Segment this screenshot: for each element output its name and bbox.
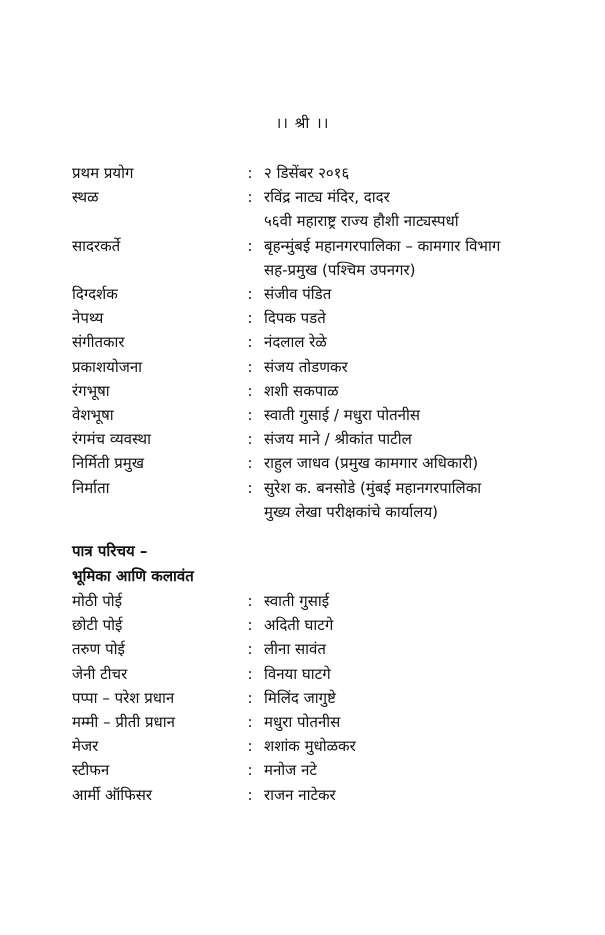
- separator-colon: :: [247, 285, 253, 304]
- credit-value-line: सुरेश क. बनसोडे (मुंबई महानगरपालिका: [264, 478, 482, 497]
- cast-row: [72, 758, 572, 782]
- credit-row: [72, 185, 572, 233]
- credit-label: प्रकाशयोजना: [72, 357, 143, 376]
- cast-actor: स्वाती गुसाई: [264, 592, 330, 610]
- credit-value: [264, 476, 572, 524]
- credit-label: वेशभूषा: [72, 406, 114, 425]
- cast-role: तरुण पोई: [72, 640, 125, 659]
- cast-role: जेनी टीचर: [72, 664, 128, 683]
- credit-label: दिग्दर्शक: [72, 285, 118, 304]
- credit-row: [72, 379, 572, 403]
- cast-section: [72, 539, 572, 807]
- cast-role: स्टीफन: [72, 761, 110, 780]
- separator-colon: :: [247, 761, 253, 780]
- cast-role: मम्मी – प्रीती प्रधान: [72, 713, 175, 732]
- credit-value: [264, 451, 572, 475]
- separator-colon: :: [247, 713, 253, 732]
- credit-value: [264, 282, 572, 306]
- credit-row: [72, 306, 572, 330]
- credit-value: [264, 234, 572, 282]
- credit-row: [72, 476, 572, 524]
- separator-colon: :: [247, 236, 253, 255]
- cast-actor: विनया घाटगे: [264, 664, 331, 683]
- separator-colon: :: [247, 737, 253, 756]
- cast-actor: मधुरा पोतनीस: [264, 713, 341, 732]
- credit-value-line: संजीव पंडित: [264, 285, 332, 304]
- separator-colon: :: [247, 454, 253, 473]
- cast-actor: लीना सावंत: [264, 640, 326, 659]
- credits-section: [72, 161, 572, 524]
- cast-heading: पात्र परिचय –: [72, 542, 148, 560]
- credit-value: [264, 403, 572, 427]
- credit-value: [264, 306, 572, 330]
- credit-value-line: राहुल जाधव (प्रमुख कामगार अधिकारी): [264, 454, 479, 473]
- credit-value-line: २ डिसेंबर २०१६: [264, 164, 350, 182]
- credit-value: [264, 330, 572, 354]
- separator-colon: :: [247, 164, 253, 182]
- separator-colon: :: [247, 188, 253, 207]
- credit-value-line: स्वाती गुसाई / मधुरा पोतनीस: [264, 406, 420, 425]
- credit-value: [264, 185, 572, 233]
- cast-row: [72, 783, 572, 807]
- credit-label: नेपथ्य: [72, 309, 104, 328]
- separator-colon: :: [247, 785, 253, 804]
- page-heading: ।। श्री ।।: [275, 114, 330, 132]
- cast-row: [72, 734, 572, 758]
- credit-value: [264, 379, 572, 403]
- cast-actor: अदिती घाटगे: [264, 616, 334, 635]
- separator-colon: :: [247, 406, 253, 425]
- cast-role: मोठी पोई: [72, 592, 122, 610]
- cast-row: [72, 613, 572, 637]
- separator-colon: :: [247, 333, 253, 352]
- credit-row: [72, 282, 572, 306]
- credit-value-line: बृहन्मुंबई महानगरपालिका – कामगार विभाग: [264, 236, 501, 255]
- credit-row: [72, 403, 572, 427]
- credit-label: निर्माता: [72, 478, 110, 497]
- credit-label: स्थळ: [72, 188, 99, 207]
- cast-list: [72, 589, 572, 807]
- cast-actor: मिलिंद जागुष्टे: [264, 688, 336, 707]
- credit-label: सादरकर्ते: [72, 236, 121, 255]
- credit-value-line: मुख्य लेखा परीक्षकांचे कार्यालय): [264, 502, 439, 521]
- credit-value: [264, 355, 572, 379]
- credit-row: [72, 427, 572, 451]
- credit-value-line: सह-प्रमुख (पश्चिम उपनगर): [264, 260, 416, 279]
- credit-value-line: दिपक पडते: [264, 309, 326, 328]
- cast-row: [72, 589, 572, 613]
- cast-role: पप्पा – परेश प्रधान: [72, 688, 175, 707]
- separator-colon: :: [247, 592, 253, 610]
- credit-label: रंगभूषा: [72, 381, 110, 400]
- separator-colon: :: [247, 664, 253, 683]
- credit-label: प्रथम प्रयोग: [72, 164, 134, 182]
- credit-value-line: नंदलाल रेळे: [264, 333, 327, 352]
- cast-actor: राजन नाटेकर: [264, 785, 336, 804]
- cast-actor: शशांक मुधोळकर: [264, 737, 356, 756]
- separator-colon: :: [247, 616, 253, 635]
- separator-colon: :: [247, 640, 253, 659]
- cast-row: [72, 710, 572, 734]
- credit-row: [72, 234, 572, 282]
- credit-value-line: शशी सकपाळ: [264, 381, 339, 400]
- cast-row: [72, 637, 572, 661]
- credit-value: [264, 161, 572, 185]
- credit-row: [72, 355, 572, 379]
- credit-value-line: संजय तोडणकर: [264, 357, 348, 376]
- separator-colon: :: [247, 430, 253, 449]
- credit-value-line: रविंद्र नाट्य मंदिर, दादर: [264, 188, 390, 207]
- separator-colon: :: [247, 309, 253, 328]
- credit-row: [72, 330, 572, 354]
- credit-value-line: ५६वी महाराष्ट्र राज्य हौशी नाट्यस्पर्धा: [264, 212, 459, 231]
- credit-value: [264, 427, 572, 451]
- cast-actor: मनोज नटे: [264, 761, 317, 780]
- cast-role: आर्मी ऑफिसर: [72, 785, 153, 804]
- cast-role: छोटी पोई: [72, 616, 123, 635]
- credit-value-line: संजय माने / श्रीकांत पाटील: [264, 430, 412, 449]
- credit-label: संगीतकार: [72, 333, 125, 352]
- credit-label: निर्मिती प्रमुख: [72, 454, 145, 473]
- cast-row: [72, 686, 572, 710]
- cast-subheading: भूमिका आणि कलावंत: [72, 567, 194, 585]
- credit-row: [72, 451, 572, 475]
- separator-colon: :: [247, 478, 253, 497]
- credit-row: [72, 161, 572, 185]
- cast-role: मेजर: [72, 737, 99, 756]
- credit-label: रंगमंच व्यवस्था: [72, 430, 152, 449]
- cast-row: [72, 662, 572, 686]
- separator-colon: :: [247, 381, 253, 400]
- separator-colon: :: [247, 688, 253, 707]
- separator-colon: :: [247, 357, 253, 376]
